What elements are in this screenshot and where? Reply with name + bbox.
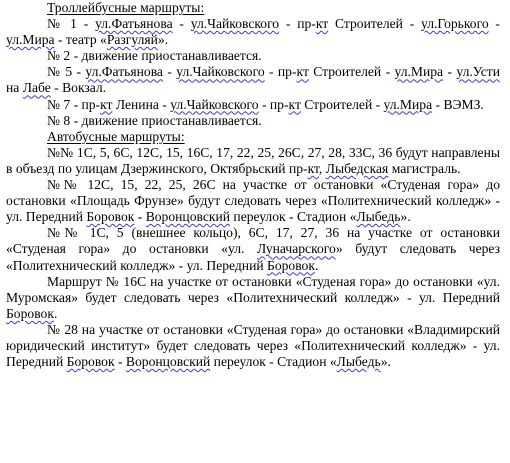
trolleybus-route-5 xyxy=(6,64,500,96)
text-run: № 7 - пр- xyxy=(47,96,101,112)
spellcheck-flagged-word: кт xyxy=(288,96,301,112)
spellcheck-flagged-word: Воронцовский xyxy=(125,354,211,370)
text-run: - xyxy=(114,354,126,370)
text-run: » будут следовать через «Политехнический колледж» - ул. Передний xyxy=(6,241,501,273)
spellcheck-flagged-word: кт xyxy=(307,160,319,176)
text-run: - Вокзал. xyxy=(50,80,107,96)
spellcheck-flagged-word: ул.Чайковского xyxy=(170,96,259,112)
text-run: № 8 - движение приостанавливается. xyxy=(47,112,262,128)
spellcheck-flagged-word: ул.Фатьянова xyxy=(95,16,173,32)
bus-detour-paragraph xyxy=(6,145,500,177)
text-run: переулок - Стадион « xyxy=(210,354,337,370)
spellcheck-flagged-word: ул.Горького xyxy=(421,16,489,32)
text-run: - пр- xyxy=(258,96,289,112)
text-run: № 2 - движение приостанавливается. xyxy=(47,48,262,64)
spellcheck-flagged-word: Лабе xyxy=(22,80,51,96)
bus-heading-text: Автобусные маршруты: xyxy=(47,128,185,144)
spellcheck-flagged-word: Луначарского xyxy=(256,241,336,257)
text-run: магистраль. xyxy=(388,160,461,176)
text-run: ». xyxy=(380,354,391,370)
trolleybus-route-1 xyxy=(6,16,500,48)
text-run: - xyxy=(134,209,146,225)
spellcheck-flagged-word: ул.Мира xyxy=(394,64,444,80)
spellcheck-flagged-word: кт xyxy=(100,96,113,112)
text-run: - пр- xyxy=(264,64,297,80)
text-run: Маршрут № 16С на участке от остановки «Студеная гора» до остановки «ул. Муромская» будет следовать через «Политехнический колледж» - ул. Передний xyxy=(6,273,500,305)
text-run: , xyxy=(318,160,326,176)
text-run: ». xyxy=(157,32,169,48)
spellcheck-flagged-word: Лыбедь xyxy=(356,209,401,225)
text-run: № 28 на участке от остановки «Студеная гора» до остановки «Владимирский юридический институт» будет следовать через «Политехнический колледж» - ул. Передний xyxy=(6,321,500,370)
text-run: - xyxy=(488,16,500,32)
text-run: Ленина - xyxy=(112,96,171,112)
spellcheck-flagged-word: Боровок xyxy=(86,209,135,225)
text-run: ». xyxy=(400,209,411,225)
spellcheck-flagged-word: ул.Усти xyxy=(456,64,500,80)
text-run: №№ 1С, 5 (внешнее кольцо), 6С, 17, 27, 36 на участке от остановки «Студеная гора» до остановки «ул. xyxy=(6,225,500,257)
spellcheck-flagged-word: ул.Чайковского xyxy=(176,64,265,80)
text-run: - xyxy=(162,64,177,80)
bus-route-28-paragraph xyxy=(6,322,500,370)
text-run: № 1 - xyxy=(47,16,96,32)
trolleybus-route-7 xyxy=(6,97,500,113)
bus-routes-12c-paragraph xyxy=(6,177,500,225)
trolleybus-route-2 xyxy=(6,48,500,64)
text-run: № 5 - xyxy=(47,64,86,80)
spellcheck-flagged-word: Воронцовский xyxy=(145,209,231,225)
spellcheck-flagged-word: кт xyxy=(315,16,329,32)
text-run: на xyxy=(6,80,23,96)
text-run: Строителей - xyxy=(328,16,422,32)
text-run: Строителей - xyxy=(308,64,395,80)
text-run: №№ 1С, 5, 6С, 12С, 15, 16С, 17, 22, 25, 26С, 27, 28, 33С, 36 будут направлены в объезд по улицам Дзержинского, Октябрьский пр- xyxy=(6,144,500,176)
text-run: - xyxy=(172,16,191,32)
bus-routes-1c-paragraph xyxy=(6,225,500,273)
spellcheck-flagged-word: Боровок xyxy=(66,354,115,370)
trolleybus-heading-text: Троллейбусные маршруты: xyxy=(47,0,205,15)
spellcheck-flagged-word: Разгуляй xyxy=(106,32,158,48)
spellcheck-flagged-word: ул.Мира xyxy=(383,96,433,112)
text-run: Строителей - xyxy=(300,96,384,112)
bus-heading xyxy=(6,129,500,145)
text-run: . xyxy=(314,257,319,273)
document-body xyxy=(6,0,500,370)
text-run: переулок - Стадион « xyxy=(230,209,357,225)
text-run: - ВЭМЗ. xyxy=(432,96,484,112)
spellcheck-flagged-word: Лыбедь xyxy=(336,354,381,370)
spellcheck-flagged-word: кт xyxy=(296,64,309,80)
spellcheck-flagged-word: Лыбедская xyxy=(325,160,389,176)
spellcheck-flagged-word: ул.Чайковского xyxy=(190,16,280,32)
text-run: - театр « xyxy=(54,32,107,48)
trolleybus-heading xyxy=(6,0,500,16)
text-run: - xyxy=(443,64,457,80)
spellcheck-flagged-word: ул.Мира xyxy=(6,32,55,48)
text-run: №№ 12С, 15, 22, 25, 26С на участке от остановки «Студеная гора» до остановки «Площадь Фрунзе» будут следовать через «Политехнический колледж» - ул. Передний xyxy=(6,177,500,225)
text-run: . xyxy=(53,305,58,321)
trolleybus-route-8 xyxy=(6,113,500,129)
spellcheck-flagged-word: ул.Фатьянова xyxy=(85,64,163,80)
spellcheck-flagged-word: Боровок xyxy=(6,305,54,321)
spellcheck-flagged-word: Боровок xyxy=(267,257,315,273)
bus-route-16c-paragraph xyxy=(6,274,500,322)
text-run: - пр- xyxy=(279,16,316,32)
